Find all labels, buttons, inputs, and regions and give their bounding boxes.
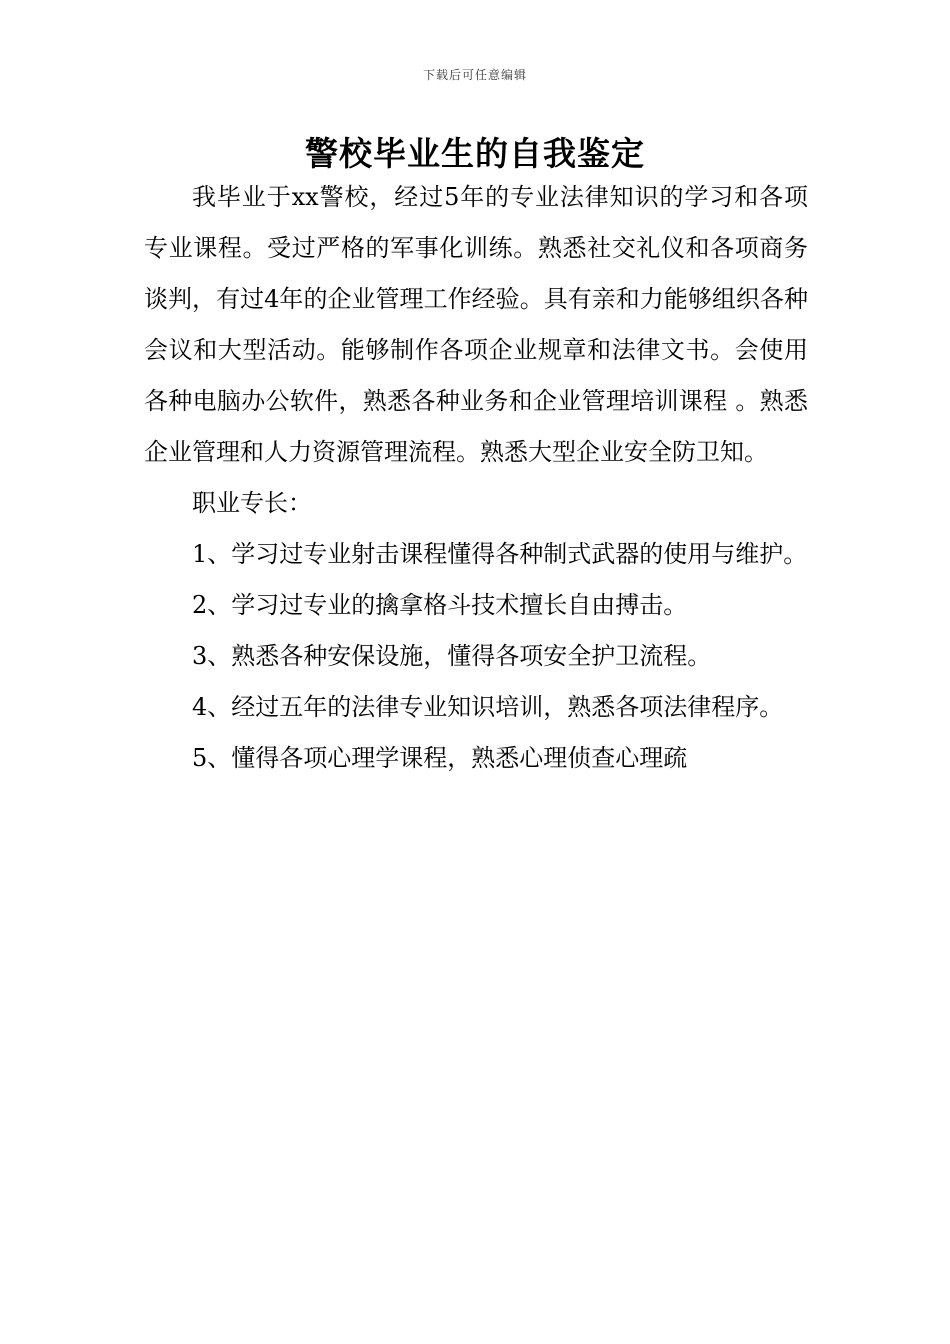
specialty-item-5: 5、懂得各项心理学课程，熟悉心理侦查心理疏 <box>192 744 688 772</box>
specialty-item-3: 3、熟悉各种安保设施，懂得各项安全护卫流程。 <box>192 642 712 670</box>
specialty-heading: 职业专长： <box>192 489 312 517</box>
header-note: 下载后可任意编辑 <box>422 68 527 82</box>
specialty-item-4: 4、经过五年的法律专业知识培训，熟悉各项法律程序。 <box>192 693 784 721</box>
document-title: 警校毕业生的自我鉴定 <box>305 134 645 173</box>
document-body <box>144 172 808 784</box>
specialty-item-1: 1、学习过专业射击课程懂得各种制式武器的使用与维护。 <box>192 540 808 568</box>
specialty-item-2: 2、学习过专业的擒拿格斗技术擅长自由搏击。 <box>192 591 688 619</box>
intro-paragraph: 我毕业于xx警校，经过5年的专业法律知识的学习和各项专业课程。受过严格的军事化训练。熟悉社交礼仪和各项商务谈判，有过4年的企业管理工作经验。具有亲和力能够组织各种会议和大型活动。能够制作各项企业规章和法律文书。会使用各种电脑办公软件，熟悉各种业务和企业管理培训课程 。熟悉企业管理和人力资源管理流程。熟悉大型企业安全防卫知。 <box>144 183 808 466</box>
